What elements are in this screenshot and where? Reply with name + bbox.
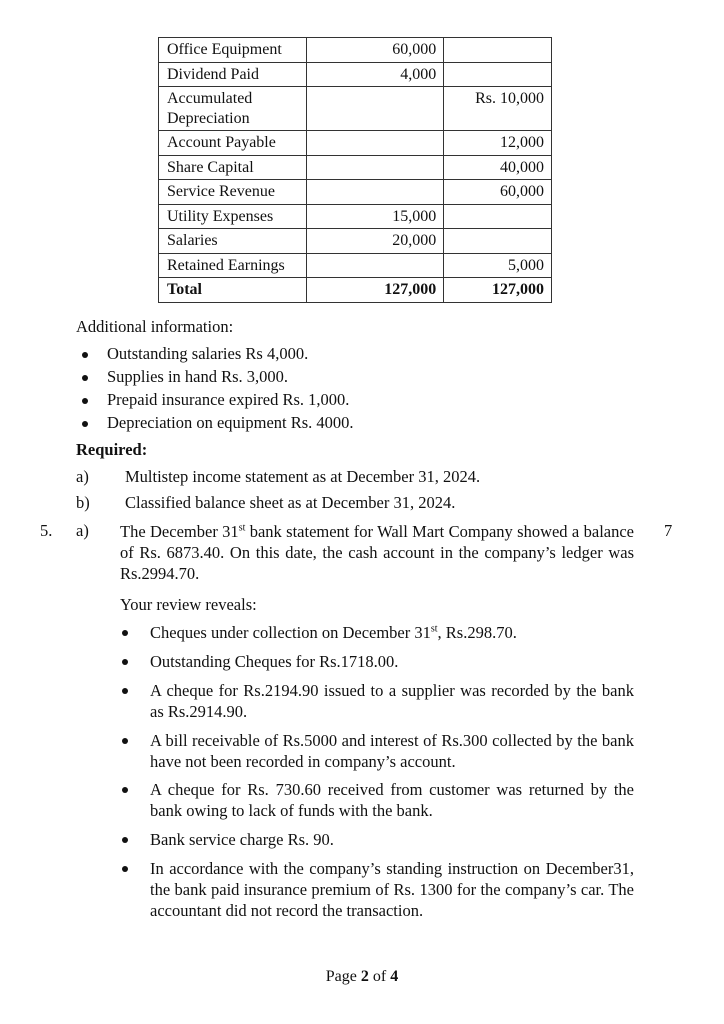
credit-cell: [444, 229, 552, 254]
debit-cell: 15,000: [306, 204, 444, 229]
account-cell: Share Capital: [159, 155, 307, 180]
debit-cell: [306, 155, 444, 180]
required-item-a: Multistep income statement as at December 31, 2024.: [125, 467, 481, 486]
review-item: Bank service charge Rs. 90.: [150, 830, 334, 849]
additional-info-item: Prepaid insurance expired Rs. 1,000.: [107, 390, 350, 409]
additional-info-item: Supplies in hand Rs. 3,000.: [107, 367, 289, 386]
review-item: Cheques under collection on December 31st, Rs.298.70.: [150, 623, 517, 642]
question-marks: 7: [664, 521, 673, 540]
table-row: [159, 38, 552, 63]
bullet-icon: [82, 375, 88, 381]
account-cell: Salaries: [159, 229, 307, 254]
table-row: [159, 87, 552, 131]
review-heading: Your review reveals:: [120, 595, 257, 614]
credit-cell: 60,000: [444, 180, 552, 205]
question-intro: The December 31st bank statement for Wall Mart Company showed a balance of Rs. 6873.40. On this date, the cash account in the company’s ledger was Rs.2994.70.: [120, 522, 634, 583]
debit-cell: [306, 87, 444, 131]
account-cell: Utility Expenses: [159, 204, 307, 229]
credit-cell: 40,000: [444, 155, 552, 180]
bullet-icon: [122, 659, 128, 665]
account-cell: Dividend Paid: [159, 62, 307, 87]
table-row: [159, 253, 552, 278]
bullet-icon: [122, 630, 128, 636]
account-cell: Account Payable: [159, 131, 307, 156]
credit-cell: [444, 204, 552, 229]
bullet-icon: [82, 352, 88, 358]
credit-cell: Rs. 10,000: [444, 87, 552, 131]
review-item: A cheque for Rs. 730.60 received from customer was returned by the bank owing to lack of funds with the bank.: [150, 780, 634, 820]
debit-cell: [306, 131, 444, 156]
account-cell: Accumulated Depreciation: [159, 87, 307, 131]
bullet-icon: [82, 421, 88, 427]
table-row: [159, 155, 552, 180]
debit-cell: [306, 180, 444, 205]
account-cell: Retained Earnings: [159, 253, 307, 278]
bullet-icon: [122, 787, 128, 793]
debit-cell: [306, 253, 444, 278]
table-row: [159, 180, 552, 205]
table-row: [159, 131, 552, 156]
additional-info-item: Depreciation on equipment Rs. 4000.: [107, 413, 354, 432]
question-part: a): [76, 521, 89, 540]
debit-cell: 20,000: [306, 229, 444, 254]
credit-cell: [444, 62, 552, 87]
trial-balance-table: [158, 37, 552, 303]
question-number: 5.: [40, 521, 53, 540]
debit-cell: 4,000: [306, 62, 444, 87]
required-marker-b: b): [76, 493, 90, 512]
table-row: [159, 62, 552, 87]
additional-info-heading: Additional information:: [76, 317, 234, 336]
credit-cell: 12,000: [444, 131, 552, 156]
table-row: [159, 204, 552, 229]
credit-cell: 5,000: [444, 253, 552, 278]
review-item: A bill receivable of Rs.5000 and interest of Rs.300 collected by the bank have not been recorded in company’s account.: [150, 731, 634, 771]
total-credit: 127,000: [444, 278, 552, 303]
additional-info-item: Outstanding salaries Rs 4,000.: [107, 344, 309, 363]
required-marker-a: a): [76, 467, 89, 486]
table-row: [159, 229, 552, 254]
required-item-b: Classified balance sheet as at December 31, 2024.: [125, 493, 456, 512]
credit-cell: [444, 38, 552, 63]
account-cell: Office Equipment: [159, 38, 307, 63]
total-debit: 127,000: [306, 278, 444, 303]
bullet-icon: [122, 738, 128, 744]
bullet-icon: [122, 688, 128, 694]
bullet-icon: [122, 866, 128, 872]
total-row: [159, 278, 552, 303]
total-label: Total: [159, 278, 307, 303]
page-footer: Page 2 of 4: [325, 968, 399, 985]
account-cell: Service Revenue: [159, 180, 307, 205]
debit-cell: 60,000: [306, 38, 444, 63]
review-item: In accordance with the company’s standing instruction on December31, the bank paid insurance premium of Rs. 1300 for the company’s car. The accountant did not record the transaction.: [150, 859, 634, 920]
bullet-icon: [122, 837, 128, 843]
review-item: Outstanding Cheques for Rs.1718.00.: [150, 652, 399, 671]
required-heading: Required:: [76, 440, 148, 459]
review-item: A cheque for Rs.2194.90 issued to a supplier was recorded by the bank as Rs.2914.90.: [150, 681, 634, 721]
bullet-icon: [82, 398, 88, 404]
